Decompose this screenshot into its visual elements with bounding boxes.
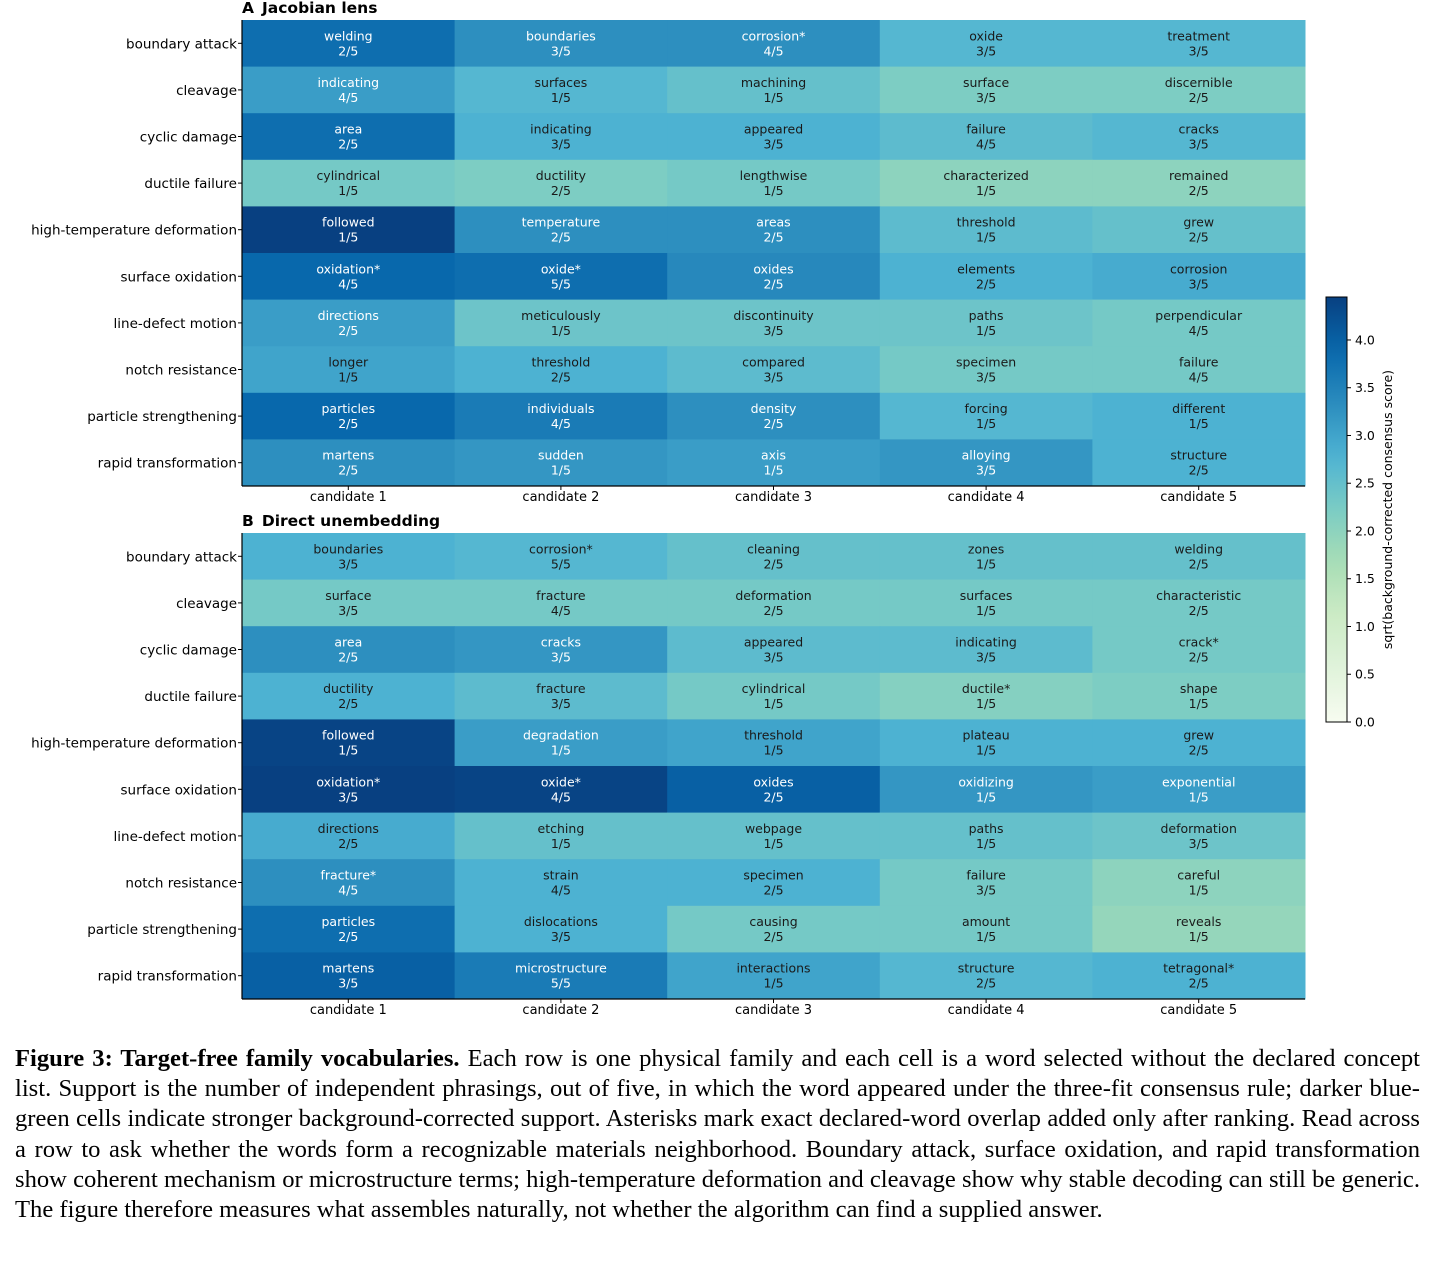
column-label: candidate 3 [735,1003,812,1018]
cell-support-label: 3/5 [1188,276,1209,292]
cell-word-label: appeared [743,634,804,650]
cell-support-label: 5/5 [550,556,571,572]
cell-support-label: 1/5 [976,183,997,199]
cell-support-label: 3/5 [976,43,997,59]
cell-support-label: 1/5 [763,835,784,851]
panel-title-text: Jacobian lens [262,0,378,17]
cell-word-label: forcing [964,401,1008,417]
cell-word-label: machining [740,74,807,90]
cell-word-label: oxides [753,774,794,790]
cell-word-label: density [750,401,797,417]
column-label: candidate 4 [947,490,1025,505]
cell-word-label: ductile* [961,681,1011,697]
cell-support-label: 1/5 [338,742,359,758]
cell-word-label: fracture [536,681,586,697]
cell-word-label: surface [325,587,372,603]
cell-word-label: longer [328,354,369,370]
cell-word-label: corrosion* [741,28,806,44]
cell-word-label: oxide* [540,774,581,790]
panel-title [242,512,440,530]
colorbar-tick-label: 1.5 [1355,571,1375,587]
row-label: notch resistance [125,875,237,892]
cell-support-label: 1/5 [550,322,571,338]
colorbar [1326,297,1395,730]
cell-word-label: perpendicular [1155,307,1243,323]
caption-body: Each row is one physical family and each cell is a word selected without the declared concept list. Support is the number of independent phrasings, out of five, in which the word appeared under the three-fit consensus rule; darker blue-green cells indicate stronger background-corrected support. Asterisks mark exact declared-word overlap added only after ranking. Read across a row to ask whether the words form a recognizable materials neighborhood. Boundary attack, surface oxidation, and rapid transformation show coherent mechanism or microstructure terms; high-temperature deformation and cleavage show why stable decoding can still be generic. The figure therefore measures what assembles naturally, not whether the algorithm can find a supplied answer. [15,1045,1420,1224]
column-label: candidate 1 [309,490,387,505]
cell-word-label: dislocations [523,914,598,930]
cell-word-label: paths [968,307,1004,323]
cell-support-label: 1/5 [976,696,997,712]
figure-caption [15,1044,1420,1225]
row-label: cyclic damage [139,129,237,146]
cell-support-label: 1/5 [976,416,997,432]
cell-support-label: 1/5 [550,462,571,478]
cell-word-label: discontinuity [733,307,814,323]
row-label: notch resistance [125,362,237,379]
cell-support-label: 2/5 [338,462,359,478]
cell-word-label: causing [749,914,798,930]
cell-word-label: axis [760,447,787,463]
cell-support-label: 2/5 [338,322,359,338]
panel-title [242,0,377,17]
panel-letter: B [242,512,254,530]
cell-word-label: particles [321,401,376,417]
cell-word-label: plateau [962,727,1010,743]
cell-word-label: failure [1178,354,1219,370]
cell-support-label: 1/5 [976,322,997,338]
cell-support-label: 3/5 [976,89,997,105]
cell-word-label: grew [1183,727,1215,743]
cell-word-label: indicating [530,121,592,137]
cell-support-label: 1/5 [550,89,571,105]
cell-support-label: 1/5 [763,462,784,478]
cell-support-label: 2/5 [763,229,784,245]
cell-support-label: 4/5 [550,789,571,805]
panel-title-text: Direct unembedding [261,512,441,530]
cell-word-label: grew [1183,214,1215,230]
cell-support-label: 2/5 [763,789,784,805]
cell-word-label: threshold [744,727,803,743]
cell-word-label: corrosion [1169,261,1228,277]
cell-support-label: 2/5 [763,929,784,945]
cell-word-label: fracture [536,587,586,603]
cell-word-label: sudden [537,447,584,463]
panel-b-direct-unembedding [31,512,1305,1018]
cell-support-label: 1/5 [550,835,571,851]
cell-support-label: 1/5 [976,929,997,945]
cell-support-label: 2/5 [763,882,784,898]
cell-word-label: careful [1177,867,1221,883]
cell-word-label: alloying [961,447,1011,463]
cell-word-label: zones [967,541,1005,557]
cell-word-label: tetragonal* [1163,960,1235,976]
row-label: high-temperature deformation [31,222,237,239]
column-label: candidate 2 [522,1003,600,1018]
cell-word-label: lengthwise [739,168,808,184]
cell-support-label: 4/5 [976,136,997,152]
cell-word-label: welding [1174,541,1224,557]
cell-support-label: 4/5 [338,89,359,105]
cell-word-label: ductility [535,168,587,184]
cell-word-label: particles [321,914,376,930]
cell-word-label: martens [322,447,375,463]
cell-support-label: 2/5 [763,556,784,572]
cell-word-label: directions [317,820,379,836]
cell-word-label: fracture* [320,867,377,883]
cell-support-label: 3/5 [976,882,997,898]
colorbar-gradient [1326,297,1347,722]
cell-support-label: 1/5 [338,229,359,245]
colorbar-tick-label: 1.0 [1355,618,1375,634]
row-label: rapid transformation [97,455,237,472]
cell-support-label: 2/5 [976,276,997,292]
row-label: particle strengthening [87,922,237,939]
cell-support-label: 2/5 [550,229,571,245]
cell-support-label: 2/5 [338,416,359,432]
column-label: candidate 2 [522,490,600,505]
cell-word-label: area [334,634,363,650]
cell-support-label: 4/5 [550,416,571,432]
row-label: cyclic damage [139,642,237,659]
cell-support-label: 3/5 [976,369,997,385]
cell-support-label: 1/5 [763,89,784,105]
row-label: cleavage [176,82,237,99]
colorbar-tick-label: 3.5 [1355,380,1375,396]
cell-support-label: 1/5 [976,602,997,618]
cell-support-label: 4/5 [338,276,359,292]
cell-word-label: temperature [521,214,601,230]
cell-word-label: elements [957,261,1016,277]
cell-support-label: 2/5 [763,602,784,618]
cell-word-label: reveals [1176,914,1222,930]
cell-word-label: different [1172,401,1226,417]
cell-word-label: crack* [1178,634,1219,650]
cell-word-label: failure [966,121,1006,137]
cell-support-label: 3/5 [976,649,997,665]
cell-support-label: 1/5 [763,975,784,991]
cell-word-label: interactions [736,960,811,976]
cell-word-label: welding [323,28,373,44]
cell-word-label: threshold [531,354,591,370]
row-label: particle strengthening [87,409,237,426]
cell-support-label: 1/5 [1188,789,1209,805]
cell-support-label: 1/5 [1188,696,1209,712]
cell-support-label: 2/5 [1188,183,1209,199]
cell-word-label: structure [957,960,1015,976]
cell-word-label: followed [322,214,375,230]
cell-support-label: 2/5 [1188,89,1209,105]
cell-support-label: 1/5 [976,789,997,805]
cell-word-label: oxidation* [316,774,381,790]
row-label: cleavage [176,595,237,612]
column-label: candidate 5 [1160,1003,1238,1018]
cell-word-label: amount [961,914,1011,930]
colorbar-tick-label: 2.0 [1355,523,1375,539]
row-label: rapid transformation [97,968,237,985]
cell-word-label: specimen [743,867,804,883]
cell-word-label: directions [317,307,379,323]
colorbar-tick-label: 0.0 [1355,714,1375,730]
cell-word-label: exponential [1161,774,1236,790]
cell-word-label: threshold [956,214,1016,230]
colorbar-tick-label: 2.5 [1355,475,1375,491]
cell-word-label: surfaces [534,74,588,90]
cell-word-label: oxidation* [316,261,381,277]
cell-support-label: 3/5 [763,136,784,152]
cell-support-label: 3/5 [550,696,571,712]
cell-word-label: treatment [1167,28,1231,44]
cell-support-label: 2/5 [550,183,571,199]
cell-word-label: deformation [1160,820,1237,836]
panel-a-jacobian-lens [31,0,1305,505]
cell-support-label: 2/5 [338,696,359,712]
cell-support-label: 5/5 [550,276,571,292]
cell-word-label: ductility [323,681,374,697]
cell-support-label: 1/5 [976,742,997,758]
cell-support-label: 1/5 [763,696,784,712]
cell-support-label: 3/5 [763,649,784,665]
cell-word-label: characteristic [1156,587,1242,603]
cell-support-label: 3/5 [550,649,571,665]
cell-word-label: degradation [522,727,599,743]
row-label: surface oxidation [120,269,237,286]
cell-word-label: characterized [943,168,1029,184]
row-label: high-temperature deformation [31,735,237,752]
cell-word-label: structure [1170,447,1228,463]
cell-support-label: 4/5 [338,882,359,898]
cell-word-label: remained [1168,168,1229,184]
cell-support-label: 4/5 [1188,369,1209,385]
cell-support-label: 1/5 [1188,929,1209,945]
row-label: line-defect motion [113,828,237,845]
cell-support-label: 2/5 [1188,602,1209,618]
cell-support-label: 2/5 [976,975,997,991]
column-label: candidate 4 [947,1003,1025,1018]
cell-word-label: specimen [955,354,1017,370]
cell-word-label: oxidizing [958,774,1014,790]
cell-support-label: 2/5 [763,276,784,292]
cell-word-label: compared [742,354,805,370]
cell-word-label: indicating [955,634,1017,650]
cell-support-label: 2/5 [338,43,359,59]
cell-word-label: microstructure [515,960,607,976]
cell-support-label: 2/5 [1188,229,1209,245]
cell-word-label: surfaces [959,587,1013,603]
cell-support-label: 3/5 [338,975,359,991]
cell-support-label: 3/5 [550,929,571,945]
cell-word-label: shape [1179,681,1218,697]
cell-support-label: 3/5 [763,369,784,385]
cell-support-label: 3/5 [338,602,359,618]
cell-support-label: 1/5 [976,835,997,851]
cell-support-label: 3/5 [1188,136,1209,152]
cell-support-label: 2/5 [763,416,784,432]
cell-word-label: boundaries [525,28,596,44]
cell-support-label: 4/5 [763,43,784,59]
row-label: boundary attack [126,549,237,566]
cell-word-label: discernible [1164,74,1233,90]
cell-support-label: 2/5 [1188,556,1209,572]
column-label: candidate 5 [1160,490,1238,505]
cell-support-label: 1/5 [338,369,359,385]
cell-support-label: 5/5 [550,975,571,991]
cell-word-label: strain [543,867,579,883]
cell-support-label: 1/5 [763,742,784,758]
cell-support-label: 2/5 [338,136,359,152]
cell-word-label: failure [966,867,1006,883]
cell-word-label: followed [322,727,375,743]
cell-word-label: etching [537,820,585,836]
cell-word-label: cylindrical [741,681,806,697]
cell-support-label: 1/5 [1188,882,1209,898]
cell-word-label: boundaries [313,541,384,557]
colorbar-tick-label: 4.0 [1355,332,1375,348]
cell-support-label: 2/5 [1188,462,1209,478]
cell-word-label: cylindrical [316,168,381,184]
cell-support-label: 1/5 [550,742,571,758]
cell-support-label: 1/5 [976,556,997,572]
cell-support-label: 3/5 [550,136,571,152]
cell-word-label: cleaning [747,541,800,557]
cell-word-label: meticulously [521,307,601,323]
row-label: surface oxidation [120,782,237,799]
cell-word-label: cracks [1178,121,1219,137]
row-label: ductile failure [144,689,237,706]
colorbar-tick-label: 3.0 [1355,427,1375,443]
cell-support-label: 2/5 [1188,975,1209,991]
cell-support-label: 1/5 [338,183,359,199]
colorbar-tick-label: 0.5 [1355,666,1375,682]
cell-support-label: 2/5 [338,649,359,665]
cell-support-label: 3/5 [1188,835,1209,851]
row-label: line-defect motion [113,315,237,332]
cell-word-label: surface [962,74,1010,90]
cell-word-label: paths [968,820,1004,836]
row-label: boundary attack [126,36,237,53]
cell-word-label: appeared [743,121,804,137]
cell-word-label: deformation [735,587,812,603]
cell-support-label: 2/5 [338,929,359,945]
row-label: ductile failure [144,176,237,193]
cell-word-label: oxide* [540,261,581,277]
cell-word-label: martens [322,960,375,976]
cell-support-label: 1/5 [763,183,784,199]
cell-support-label: 3/5 [1188,43,1209,59]
cell-support-label: 1/5 [1188,416,1209,432]
cell-word-label: individuals [527,401,595,417]
cell-support-label: 3/5 [550,43,571,59]
cell-word-label: oxides [753,261,794,277]
cell-support-label: 2/5 [550,369,571,385]
column-label: candidate 1 [309,1003,387,1018]
cell-word-label: cracks [540,634,582,650]
cell-support-label: 3/5 [338,789,359,805]
cell-word-label: areas [756,214,791,230]
cell-support-label: 2/5 [1188,742,1209,758]
cell-support-label: 1/5 [976,229,997,245]
cell-word-label: indicating [317,74,380,90]
panel-letter: A [242,0,254,17]
cell-support-label: 2/5 [338,835,359,851]
cell-support-label: 4/5 [550,882,571,898]
column-label: candidate 3 [735,490,812,505]
cell-word-label: area [334,121,363,137]
cell-word-label: oxide [969,28,1003,44]
cell-word-label: corrosion* [529,541,593,557]
cell-word-label: webpage [744,820,803,836]
cell-support-label: 4/5 [1188,322,1209,338]
cell-support-label: 2/5 [1188,649,1209,665]
cell-support-label: 3/5 [338,556,359,572]
cell-support-label: 3/5 [763,322,784,338]
colorbar-label: sqrt(background-corrected consensus score) [1380,369,1395,650]
cell-support-label: 3/5 [976,462,997,478]
caption-title: Figure 3: Target-free family vocabularies. [15,1045,460,1072]
cell-support-label: 4/5 [550,602,571,618]
